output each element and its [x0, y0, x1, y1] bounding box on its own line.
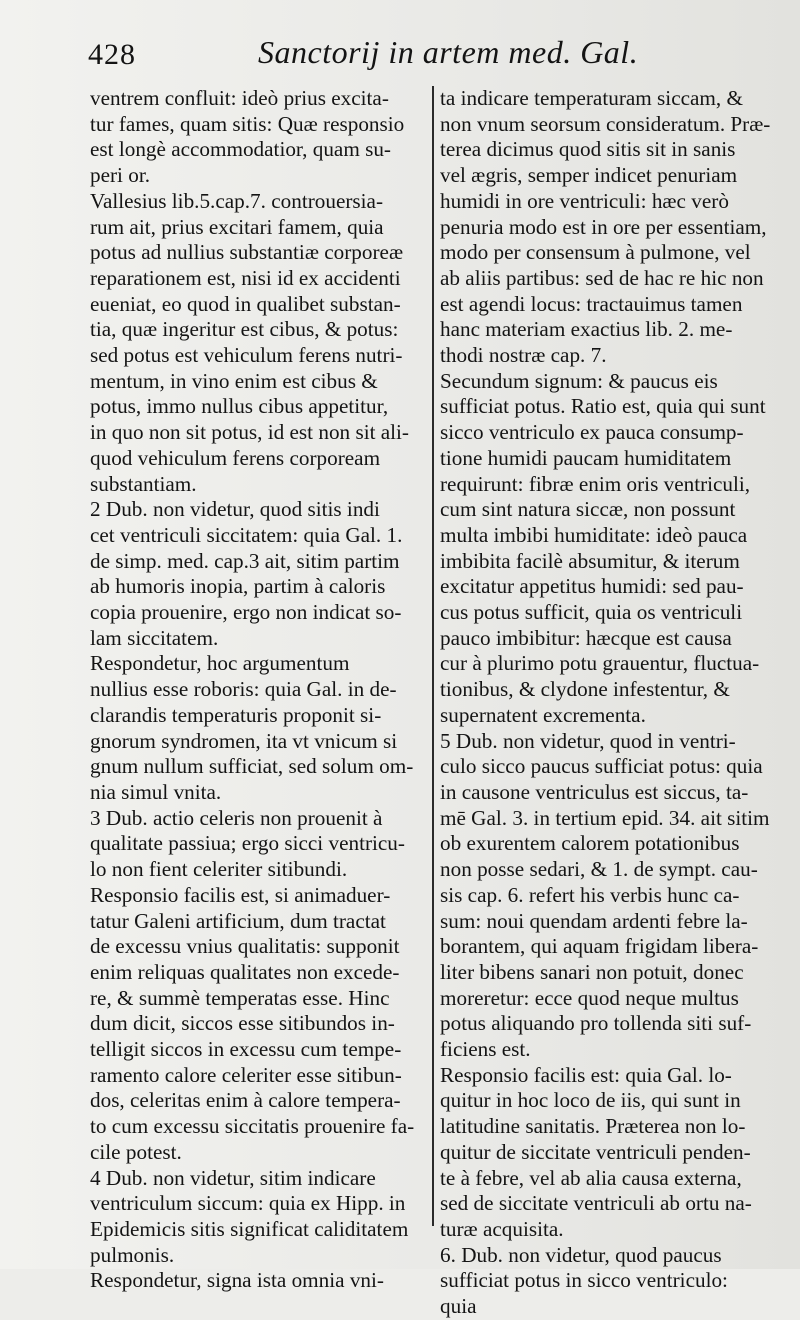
text-line: penuria modo est in ore per essentiam, — [440, 214, 767, 239]
text-line: rum ait, prius excitari famem, quia — [90, 214, 384, 239]
right-text-column — [440, 86, 770, 1320]
text-line: multa imbibi humiditate: ideò pauca — [440, 522, 748, 547]
page-header — [88, 30, 760, 80]
text-line: to cum excessu siccitatis prouenire fa- — [90, 1114, 415, 1139]
text-line: cum sint natura siccæ, non possunt — [440, 497, 736, 522]
text-line: sis cap. 6. refert his verbis hunc ca- — [440, 882, 740, 907]
text-line: tionibus, & clydone infestentur, & — [440, 677, 730, 702]
text-line: lo non fient celeriter sitibundi. — [90, 857, 348, 882]
text-line: ab humoris inopia, partim à caloris — [90, 574, 386, 599]
text-line: sufficiat potus. Ratio est, quia qui sunt — [440, 394, 766, 419]
text-line: sufficiat potus in sicco ventriculo: — [440, 1268, 728, 1293]
text-line: requirunt: fibræ enim oris ventriculi, — [440, 471, 751, 496]
text-line: cile potest. — [90, 1139, 182, 1164]
text-line: moreretur: ecce quod neque multus — [440, 985, 739, 1010]
text-line: 5 Dub. non videtur, quod in ventri- — [440, 728, 736, 753]
text-line: cus potus sufficit, quia os ventriculi — [440, 600, 743, 625]
text-line: turæ acquisita. — [440, 1216, 564, 1241]
text-line: potus aliquando pro tollenda siti suf- — [440, 1011, 752, 1036]
text-line: cet ventriculi siccitatem: quia Gal. 1. — [90, 522, 403, 547]
text-line: 2 Dub. non videtur, quod sitis indi — [90, 497, 380, 522]
text-line: de excessu vnius qualitatis: supponit — [90, 934, 400, 959]
text-line: ta indicare temperaturam siccam, & — [440, 86, 743, 110]
text-line: enim reliquas qualitates non excede- — [90, 959, 400, 984]
column-divider — [432, 86, 434, 1226]
text-line: mē Gal. 3. in tertium epid. 34. ait sitim — [440, 805, 770, 830]
text-line: sum: noui quendam ardenti febre la- — [440, 908, 748, 933]
text-line: copia prouenire, ergo non indicat so- — [90, 600, 402, 625]
text-line: ventrem confluit: ideò prius excita- — [90, 86, 389, 110]
text-line: hanc materiam exactius lib. 2. me- — [440, 317, 733, 342]
text-line: excitatur appetitus humidi: sed pau- — [440, 574, 744, 599]
text-line: ab aliis partibus: sed de hac re hic non — [440, 265, 764, 290]
text-line: sed potus est vehiculum ferens nutri- — [90, 343, 403, 368]
text-line: Respondetur, hoc argumentum — [90, 651, 350, 676]
text-line: quia — [440, 1294, 477, 1319]
text-line: nia simul vnita. — [90, 779, 222, 804]
text-line: 4 Dub. non videtur, sitim indicare — [90, 1165, 376, 1190]
text-line: reparationem est, nisi id ex accidenti — [90, 265, 401, 290]
text-line: culo sicco paucus sufficiat potus: quia — [440, 754, 763, 779]
text-line: in quo non sit potus, id est non sit ali- — [90, 420, 409, 445]
text-line: Secundum signum: & paucus eis — [440, 368, 718, 393]
page-number: 428 — [88, 38, 136, 71]
text-line: non posse sedari, & 1. de sympt. cau- — [440, 857, 758, 882]
text-line: dos, celeritas enim à calore tempera- — [90, 1088, 401, 1113]
text-line: quod vehiculum ferens corpoream — [90, 445, 381, 470]
text-line: gnorum syndromen, ita vt vnicum si — [90, 728, 398, 753]
text-line: Respondetur, signa ista omnia vni- — [90, 1268, 384, 1293]
text-line: re, & summè temperatas esse. Hinc — [90, 985, 390, 1010]
text-line: pulmonis. — [90, 1242, 175, 1267]
text-line: est agendi locus: tractauimus tamen — [440, 291, 743, 316]
text-line: tia, quæ ingeritur est cibus, & potus: — [90, 317, 399, 342]
text-line: ramento calore celeriter esse sitibun- — [90, 1062, 402, 1087]
text-line: 3 Dub. actio celeris non prouenit à — [90, 805, 383, 830]
text-line: nullius esse roboris: quia Gal. in de- — [90, 677, 397, 702]
text-line: pauco imbibitur: hæcque est causa — [440, 625, 732, 650]
text-line: dum dicit, siccos esse sitibundos in- — [90, 1011, 395, 1036]
text-line: Responsio facilis est: quia Gal. lo- — [440, 1062, 732, 1087]
text-line: quitur in hoc loco de iis, qui sunt in — [440, 1088, 741, 1113]
text-line: tatur Galeni artificium, dum tractat — [90, 908, 386, 933]
text-line: vel ægris, semper indicet penuriam — [440, 163, 738, 188]
text-line: substantiam. — [90, 471, 197, 496]
text-line: modo per consensum à pulmone, vel — [440, 240, 751, 265]
text-line: Epidemicis sitis significat caliditatem — [90, 1216, 409, 1241]
text-line: sicco ventriculo ex pauca consump- — [440, 420, 744, 445]
text-line: ventriculum siccum: quia ex Hipp. in — [90, 1191, 406, 1216]
text-line: ficiens est. — [440, 1037, 531, 1062]
running-title: Sanctorij in artem med. Gal. — [258, 34, 639, 70]
text-line: non vnum seorsum consideratum. Præ- — [440, 111, 771, 136]
text-line: de simp. med. cap.3 ait, sitim partim — [90, 548, 400, 573]
text-line: cur à plurimo potu grauentur, fluctua- — [440, 651, 760, 676]
text-line: sed de siccitate ventriculi ab ortu na- — [440, 1191, 752, 1216]
text-line: tione humidi paucam humiditatem — [440, 445, 732, 470]
text-line: Responsio facilis est, si animaduer- — [90, 882, 391, 907]
text-line: latitudine sanitatis. Præterea non lo- — [440, 1114, 746, 1139]
text-line: ob exurentem calorem potationibus — [440, 831, 740, 856]
text-line: peri or. — [90, 163, 151, 188]
text-line: te à febre, vel ab alia causa externa, — [440, 1165, 742, 1190]
text-line: eueniat, eo quod in qualibet substan- — [90, 291, 401, 316]
text-line: tur fames, quam sitis: Quæ responsio — [90, 111, 405, 136]
text-line: lam siccitatem. — [90, 625, 219, 650]
text-line: qualitate passiua; ergo sicci ventricu- — [90, 831, 405, 856]
text-line: Vallesius lib.5.cap.7. controuersia- — [90, 188, 384, 213]
text-line: imbibita facilè absumitur, & iterum — [440, 548, 740, 573]
text-line: 6. Dub. non videtur, quod paucus — [440, 1242, 722, 1267]
text-line: potus ad nullius substantiæ corporeæ — [90, 240, 404, 265]
text-line: liter bibens sanari non potuit, donec — [440, 959, 744, 984]
text-line: humidi in ore ventriculi: hæc verò — [440, 188, 729, 213]
text-line: telligit siccos in excessu cum tempe- — [90, 1037, 402, 1062]
text-line: thodi nostræ cap. 7. — [440, 343, 607, 368]
text-line: quitur de siccitate ventriculi penden- — [440, 1139, 751, 1164]
text-line: borantem, qui aquam frigidam libera- — [440, 934, 759, 959]
text-line: terea dicimus quod sitis sit in sanis — [440, 137, 736, 162]
text-line: est longè accommodatior, quam su- — [90, 137, 391, 162]
left-text-column — [90, 86, 428, 1294]
text-line: in causone ventriculus est siccus, ta- — [440, 779, 749, 804]
text-line: gnum nullum sufficiat, sed solum om- — [90, 754, 414, 779]
text-line: supernatent excrementa. — [440, 702, 646, 727]
text-line: mentum, in vino enim est cibus & — [90, 368, 378, 393]
text-line: clarandis temperaturis proponit si- — [90, 702, 382, 727]
text-line: potus, immo nullus cibus appetitur, — [90, 394, 389, 419]
